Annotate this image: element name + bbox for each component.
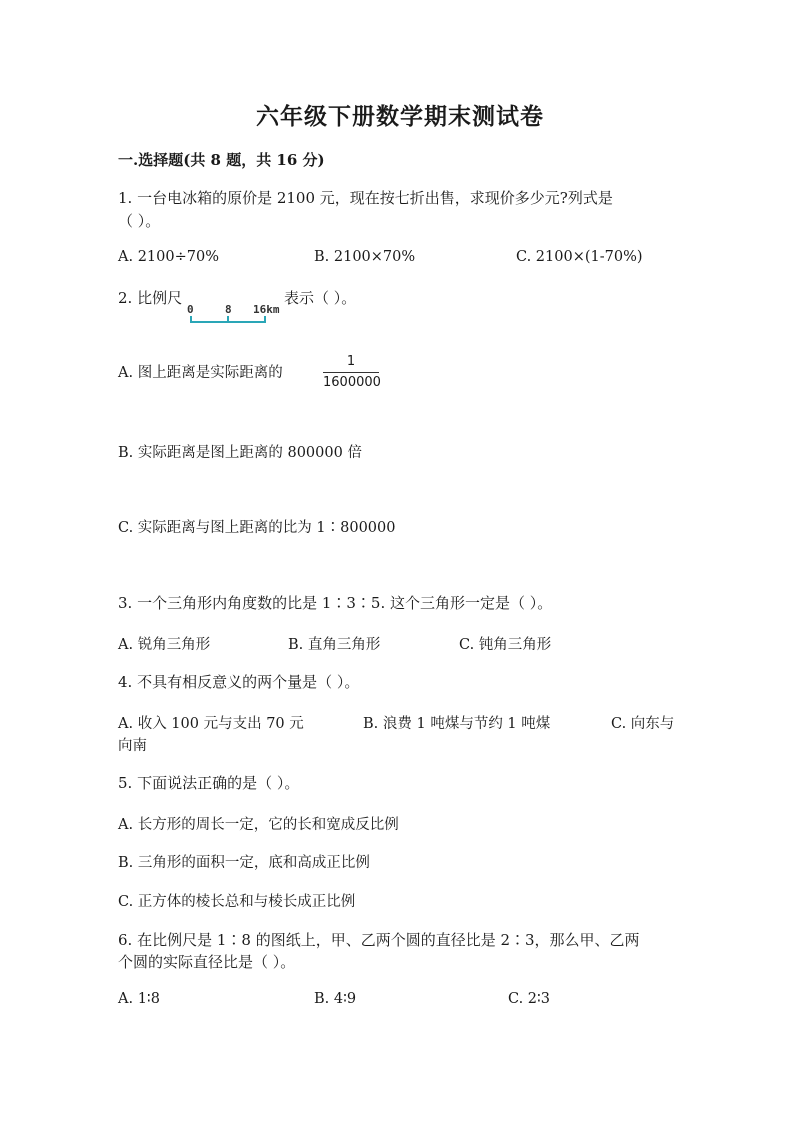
question-3-option-b: B. 直角三角形 — [288, 637, 381, 653]
question-1-stem-line2: （ ）。 — [118, 212, 161, 230]
question-6-stem-line1: 6. 在比例尺是 1∶8 的图纸上，甲、乙两个圆的直径比是 2∶3，那么甲、乙两 — [118, 931, 640, 949]
question-1-option-c: C. 2100×(1-70%) — [516, 249, 643, 265]
question-1-option-a: A. 2100÷70% — [118, 249, 219, 265]
fraction — [323, 354, 379, 391]
question-6-stem-line2: 个圆的实际直径比是（ ）。 — [118, 953, 296, 971]
question-2-option-a: A. 图上距离是实际距离的 — [118, 365, 283, 381]
question-4-option-c-continued: 向南 — [118, 738, 147, 754]
question-2-stem-prefix: 2. 比例尺 — [118, 289, 183, 307]
question-2-stem-suffix: 表示（ ）。 — [284, 289, 357, 307]
fraction-denominator: 1600000 — [323, 375, 381, 390]
scale-tick — [264, 316, 266, 323]
question-5-option-c: C. 正方体的棱长总和与棱长成正比例 — [118, 894, 356, 910]
question-6-option-a: A. 1∶8 — [118, 991, 160, 1007]
scale-label-0: 0 — [187, 303, 194, 316]
question-3-option-c: C. 钝角三角形 — [459, 637, 552, 653]
fraction-bar — [323, 372, 379, 373]
fraction-numerator: 1 — [346, 354, 356, 369]
question-3-option-a: A. 锐角三角形 — [118, 637, 211, 653]
question-4-option-a: A. 收入 100 元与支出 70 元 — [118, 716, 304, 732]
question-6-option-c: C. 2∶3 — [508, 991, 551, 1007]
question-2-option-b: B. 实际距离是图上距离的 800000 倍 — [118, 445, 362, 461]
question-1-stem-line1: 1. 一台电冰箱的原价是 2100 元，现在按七折出售，求现价多少元?列式是 — [118, 189, 613, 207]
question-6-option-b: B. 4∶9 — [314, 991, 357, 1007]
scale-bar-figure — [186, 303, 286, 327]
scale-label-16km: 16km — [253, 303, 280, 316]
question-5-option-b: B. 三角形的面积一定，底和高成正比例 — [118, 855, 370, 871]
question-4-option-c: C. 向东与 — [611, 716, 675, 732]
scale-tick — [190, 316, 192, 323]
question-1-option-b: B. 2100×70% — [314, 249, 416, 265]
question-4-option-b: B. 浪费 1 吨煤与节约 1 吨煤 — [363, 716, 551, 732]
question-2-option-c: C. 实际距离与图上距离的比为 1∶800000 — [118, 520, 396, 536]
question-4-stem: 4. 不具有相反意义的两个量是（ ）。 — [118, 673, 360, 691]
question-3-stem: 3. 一个三角形内角度数的比是 1∶3∶5. 这个三角形一定是（ ）。 — [118, 594, 553, 612]
question-5-stem: 5. 下面说法正确的是（ ）。 — [118, 774, 300, 792]
scale-tick — [227, 316, 229, 323]
scale-label-8: 8 — [225, 303, 232, 316]
page-title: 六年级下册数学期末测试卷 — [256, 103, 544, 130]
question-5-option-a: A. 长方形的周长一定，它的长和宽成反比例 — [118, 817, 399, 833]
section-heading: 一.选择题(共 8 题，共 16 分) — [118, 151, 325, 169]
